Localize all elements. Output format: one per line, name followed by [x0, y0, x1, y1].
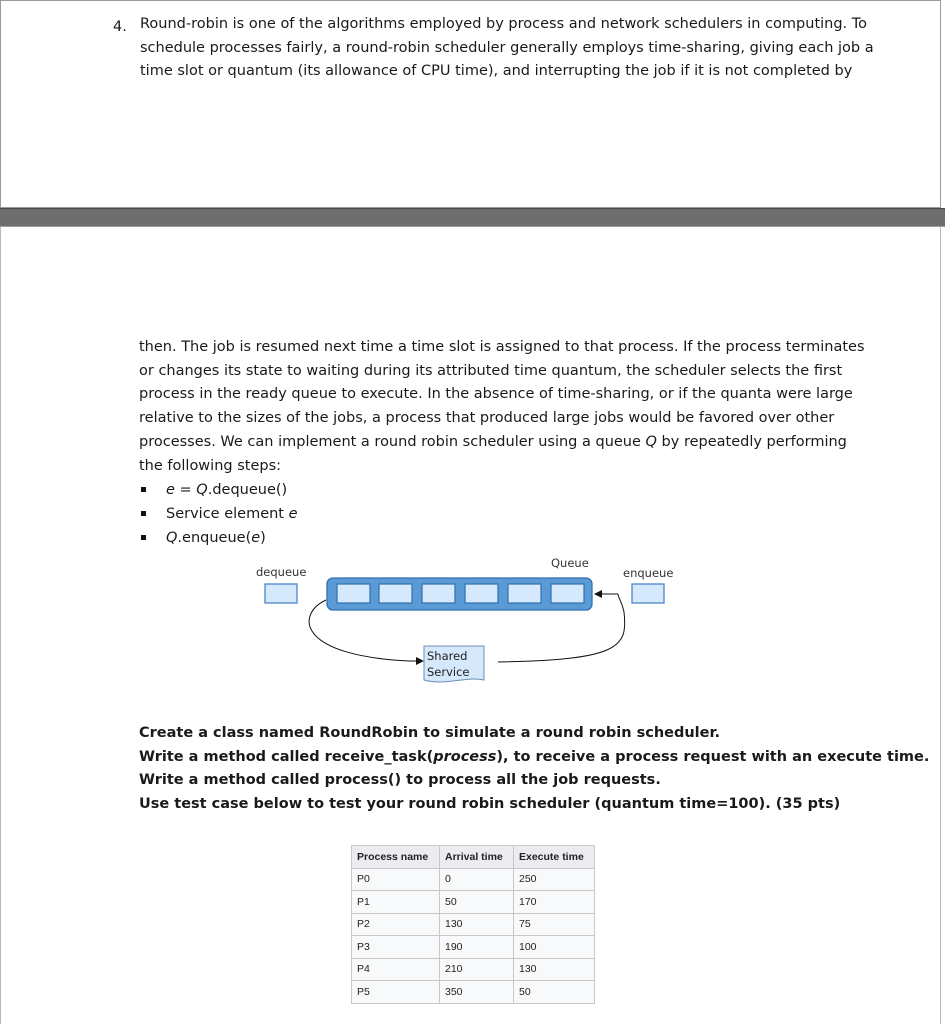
- table-cell: 100: [514, 936, 595, 959]
- table-cell: P3: [352, 936, 440, 959]
- bullet-square-icon: [141, 487, 146, 492]
- queue-slot: [465, 584, 498, 603]
- table-cell: 50: [440, 891, 514, 914]
- continued-line: or changes its state to waiting during its attributed time quantum, the scheduler selects the first: [139, 362, 843, 379]
- page-break-divider: [0, 208, 945, 227]
- continued-line: process in the ready queue to execute. In the absence of time-sharing, or if the quanta were large: [139, 386, 853, 403]
- table-cell: 210: [440, 958, 514, 981]
- enqueue-label: enqueue: [623, 566, 674, 580]
- table-cell: P1: [352, 891, 440, 914]
- round-robin-diagram: [240, 552, 680, 692]
- method-arg: process: [433, 748, 497, 765]
- bullet-square-icon: [141, 511, 146, 516]
- step-item: Service element e: [139, 502, 298, 526]
- column-header: Process name: [352, 846, 440, 869]
- table-row: [352, 981, 595, 1004]
- table-cell: P0: [352, 868, 440, 891]
- queue-slot: [508, 584, 541, 603]
- queue-label: Queue: [551, 556, 589, 570]
- queue-variable: Q: [645, 433, 657, 450]
- table-row: [352, 936, 595, 959]
- table-row: [352, 891, 595, 914]
- step-item: Q.enqueue(e): [139, 526, 298, 550]
- step-item: e = Q.dequeue(): [139, 478, 298, 502]
- task-line: Write a method called process() to process all the job requests.: [139, 772, 661, 789]
- intro-line: time slot or quantum (its allowance of CPU time), and interrupting the job if it is not completed by: [140, 63, 853, 80]
- bullet-square-icon: [141, 535, 146, 540]
- continued-line: relative to the sizes of the jobs, a process that produced large jobs would be favored over other: [139, 410, 835, 427]
- question-continued: [139, 336, 865, 478]
- table-cell: 250: [514, 868, 595, 891]
- dequeue-label: dequeue: [256, 565, 307, 579]
- column-header: Execute time: [514, 846, 595, 869]
- question-intro: [140, 13, 874, 84]
- table-header-row: [352, 846, 595, 869]
- task-line: Write a method called receive_task(process), to receive a process request with an execute time.: [139, 748, 930, 765]
- task-line: Use test case below to test your round robin scheduler (quantum time=100). (35 pts): [139, 796, 841, 813]
- table-cell: 130: [514, 958, 595, 981]
- table-row: [352, 913, 595, 936]
- document-page-top: [0, 0, 941, 208]
- steps-list: [139, 478, 298, 550]
- table-cell: 130: [440, 913, 514, 936]
- table-cell: 190: [440, 936, 514, 959]
- task-instructions: [139, 722, 929, 817]
- dequeued-element-box: [265, 584, 297, 603]
- table-row: [352, 958, 595, 981]
- intro-line: schedule processes fairly, a round-robin scheduler generally employs time-sharing, giving each job a: [140, 39, 874, 56]
- queue-description-line: processes. We can implement a round robin scheduler using a queue Q by repeatedly performing: [139, 433, 847, 450]
- table-row: [352, 868, 595, 891]
- steps-intro: the following steps:: [139, 457, 282, 474]
- shared-service-line2: Service: [427, 665, 470, 679]
- enqueued-element-box: [632, 584, 664, 603]
- table-cell: 50: [514, 981, 595, 1004]
- table-cell: P5: [352, 981, 440, 1004]
- question-number: 4.: [113, 19, 127, 35]
- queue-slot: [551, 584, 584, 603]
- task-line: Create a class named RoundRobin to simulate a round robin scheduler.: [139, 725, 721, 741]
- continued-line: then. The job is resumed next time a time slot is assigned to that process. If the process terminates: [139, 339, 865, 355]
- column-header: Arrival time: [440, 846, 514, 869]
- queue-slot: [337, 584, 370, 603]
- table-cell: 75: [514, 913, 595, 936]
- intro-line: Round-robin is one of the algorithms employed by process and network schedulers in computing. To: [140, 16, 868, 32]
- table-cell: 0: [440, 868, 514, 891]
- table-cell: P2: [352, 913, 440, 936]
- table-cell: 350: [440, 981, 514, 1004]
- queue-slot: [422, 584, 455, 603]
- table-cell: 170: [514, 891, 595, 914]
- process-test-table: [351, 845, 595, 1004]
- table-cell: P4: [352, 958, 440, 981]
- shared-service-line1: Shared: [427, 649, 468, 663]
- queue-slot: [379, 584, 412, 603]
